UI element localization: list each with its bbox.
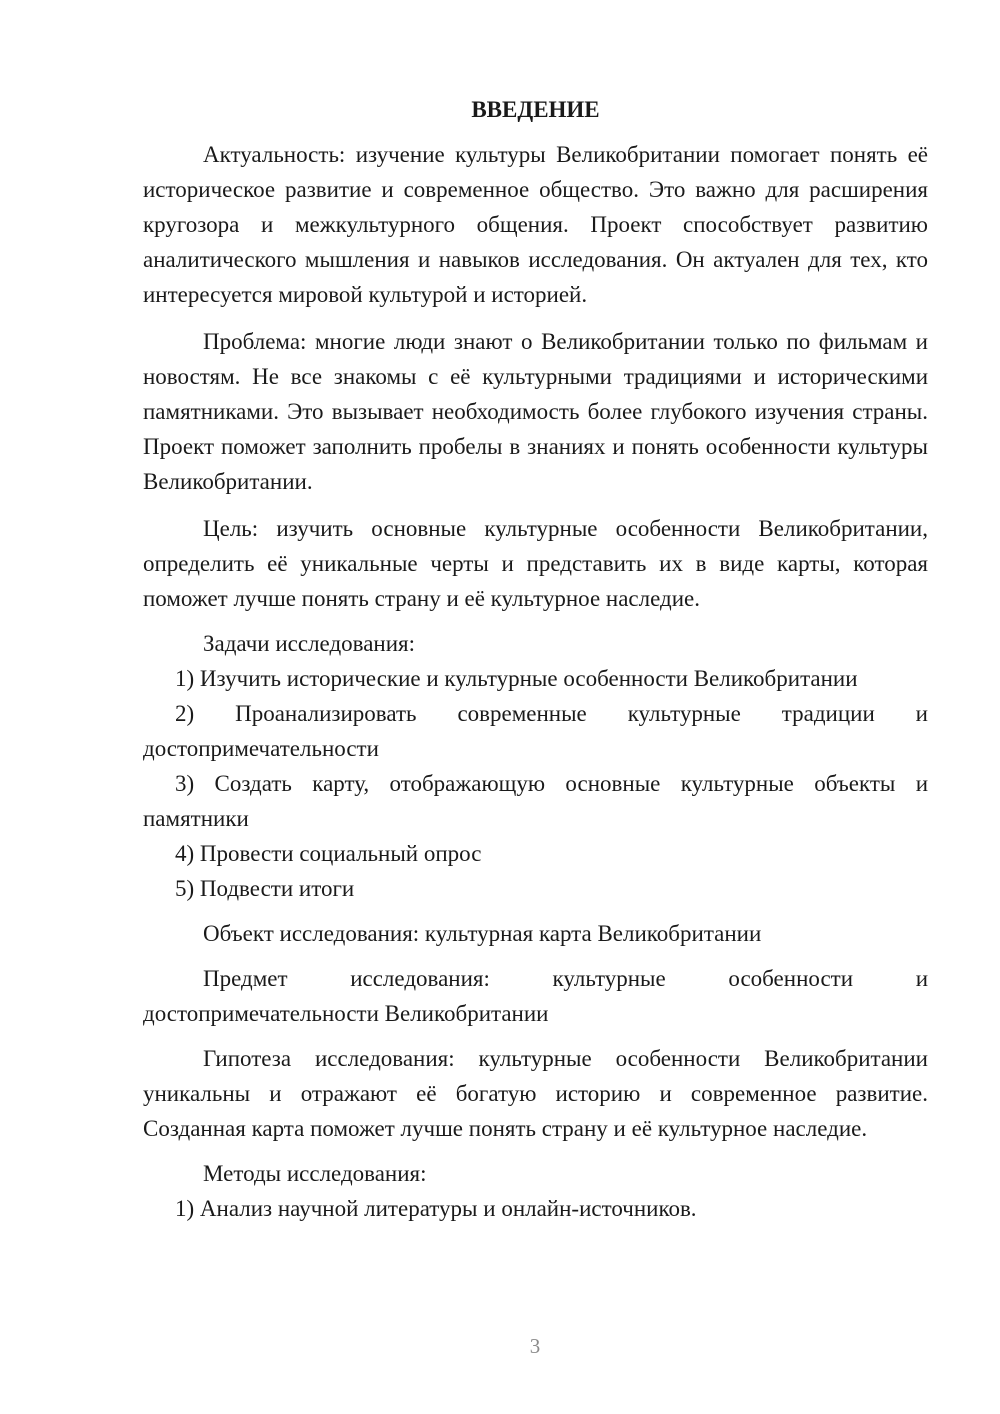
relevance-paragraph: Актуальность: изучение культуры Великобритании помогает понять её историческое развитие и современное общество. Это важно для расширения кругозора и межкультурного общения. Проект способствует развитию аналитического мышления и навыков исследования. Он актуален для тех, кто интересуется мировой культурой и историей. [143, 142, 928, 307]
method-item-1: 1) Анализ научной литературы и онлайн-источников. [175, 1196, 697, 1221]
task-item-5: 5) Подвести итоги [175, 876, 355, 901]
problem-paragraph: Проблема: многие люди знают о Великобритании только по фильмам и новостям. Не все знакомы с её культурными традициями и историческими памятниками. Это вызывает необходимость более глубокого изучения страны. Проект поможет заполнить пробелы в знаниях и понять особенности культуры Великобритании. [143, 329, 928, 494]
section-title: ВВЕДЕНИЕ [471, 97, 600, 122]
object-paragraph: Объект исследования: культурная карта Великобритании [203, 921, 762, 946]
task-item-1: 1) Изучить исторические и культурные особенности Великобритании [175, 666, 858, 691]
tasks-heading: Задачи исследования: [203, 631, 416, 656]
goal-paragraph: Цель: изучить основные культурные особенности Великобритании, определить её уникальные черты и представить их в виде карты, которая поможет лучше понять страну и её культурное наследие. [143, 516, 928, 611]
methods-heading: Методы исследования: [203, 1161, 427, 1186]
task-item-2: 2) Проанализировать современные культурные традиции и достопримечательности [143, 701, 928, 761]
hypothesis-paragraph: Гипотеза исследования: культурные особенности Великобритании уникальны и отражают её богатую историю и современное развитие. Созданная карта поможет лучше понять страну и её культурное наследие. [143, 1046, 928, 1141]
task-item-4: 4) Провести социальный опрос [175, 841, 482, 866]
task-item-3: 3) Создать карту, отображающую основные культурные объекты и памятники [143, 771, 928, 831]
page-content [143, 92, 928, 1226]
subject-paragraph: Предмет исследования: культурные особенности и достопримечательности Великобритании [143, 966, 928, 1026]
page-number: 3 [529, 1334, 541, 1358]
